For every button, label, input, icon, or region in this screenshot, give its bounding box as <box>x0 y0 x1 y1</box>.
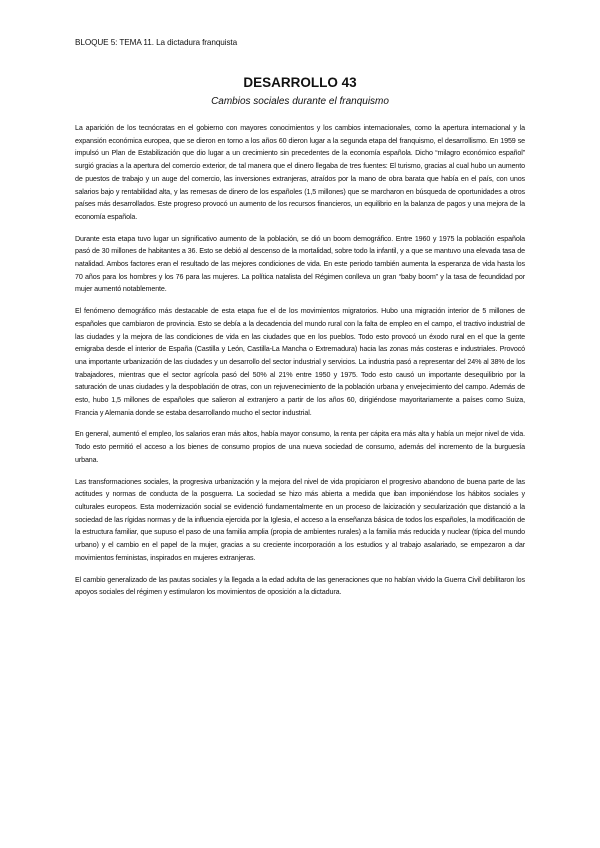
page-header: BLOQUE 5: TEMA 11. La dictadura franquista <box>75 38 238 47</box>
paragraph-nivel-de-vida: En general, aumentó el empleo, los salarios eran más altos, había mayor consumo, la renta per cápita era más alta y había un mejor nivel de vida. Todo esto permitió el acceso a los bienes de consumo propios de una nueva sociedad de consumo, además del incremento de la burguesía urbana. <box>75 430 525 464</box>
page-title: DESARROLLO 43 <box>243 75 357 90</box>
paragraph-conclusion: El cambio generalizado de las pautas sociales y la llegada a la edad adulta de las generaciones que no habían vivido la Guerra Civil debilitaron los apoyos sociales del régimen y estimularon los movimientos de oposición a la dictadura. <box>75 575 525 597</box>
paragraph-transformaciones-sociales: Las transformaciones sociales, la progresiva urbanización y la mejora del nivel de vida propiciaron el progresivo abandono de buena parte de las actitudes y normas de conducta de la posguerra. La sociedad se hizo más abierta a medida que iban imponiéndose los hábitos sociales y culturales europeos. Esta modernización social se evidenció fundamentalmente en un proceso de laicización y secularización que distanció a la sociedad de las rígidas normas y de la influencia ejercida por la Iglesia, el acceso a la enseñanza básica de todos los españoles, la modificación de la estructura familiar, que supuso el paso de una familia amplia (propia de ambientes rurales) a la familia más reducida y nuclear (típica del mundo urbano) y el cambio en el papel de la mujer, gracias a su creciente incorporación a los estudios y al trabajo asalariado, se empezaron a dar movimientos feministas, inspirados en mujeres extranjeras. <box>75 477 525 562</box>
paragraph-boom-demografico: Durante esta etapa tuvo lugar un significativo aumento de la población, se dió un boom demográfico. Entre 1960 y 1975 la población española pasó de 30 millones de habitantes a 36. Esto se debió al descenso de la mortalidad, sobre todo la infantil, y a que se mantuvo una elevada tasa de natalidad. Ambos factores eran el resultado de las mejores condiciones de vida. En este periodo también aumenta la esperanza de vida hasta los 70 años para los hombres y los 76 para las mujeres. La política natalista del Régimen conlleva un gran “baby boom” y la tasa de fecundidad por mujer aumentó notablemente. <box>75 234 525 294</box>
page-subtitle: Cambios sociales durante el franquismo <box>211 96 389 107</box>
paragraph-desarrollismo: La aparición de los tecnócratas en el gobierno con mayores conocimientos y los cambios internacionales, como la apertura internacional y la expansión económica europea, que se dieron en torno a los años 60 dieron lugar a la segunda etapa del franquismo, el desarrollismo. En 1959 se impulsó un Plan de Estabilización que dio lugar a un crecimiento sin precedentes de la economía española. Dicho “milagro económico español” surgió gracias a la apertura del comercio exterior, de tal manera que el dinero llegaba de tres fuentes: El turismo, gracias al cual hubo un aumento de puestos de trabajo y un auge del comercio, las inversiones extranjeras, atraídos por la mano de obra barata que había en el país, con unos salarios bajo y rentabilidad alta, y las remesas de dinero de los españoles (1,5 millones) que se marcharon en búsqueda de oportunidades a otros países más desarrollados. Este progreso provocó un aumento de los recursos financieros, un equilibrio en la balanza de pagos y una mejora de la economía española. <box>75 124 525 221</box>
paragraph-migraciones: El fenómeno demográfico más destacable de esta etapa fue el de los movimientos migratorios. Hubo una migración interior de 5 millones de españoles que cambiaron de provincia. Esto se debía a la decadencia del mundo rural con la falta de empleo en el campo, el tractivo industrial de las ciudades y la mejora de las condiciones de vida en las ciudades que en los pueblos. Todo esto provocó un éxodo rural en el que la gente emigraba desde el interior de España (Castilla y León, Castilla-La Mancha o Extremadura) hacia las zonas más costeras e industriales. Provocó una importante urbanización de las ciudades y un desarrollo del sector industrial y servicios. La industria pasó a representar del 24% al 38% de los trabajadores, mientras que el sector agrícola pasó del 50% al 21% entre 1950 y 1975. Todo esto causó un importante desequilibrio por la saturación de unas ciudades y la despoblación de otras, con un rejuvenecimiento de la población urbana y envejecimiento del campo. Además de esto, hubo 1,5 millones de españoles que salieron al extranjero a partir de los años 60, dirigiéndose mayoritariamente a países como Suiza, Francia y Alemania donde se estaba desarrollando mucho el sector industrial. <box>75 307 525 417</box>
document-body <box>75 122 525 608</box>
